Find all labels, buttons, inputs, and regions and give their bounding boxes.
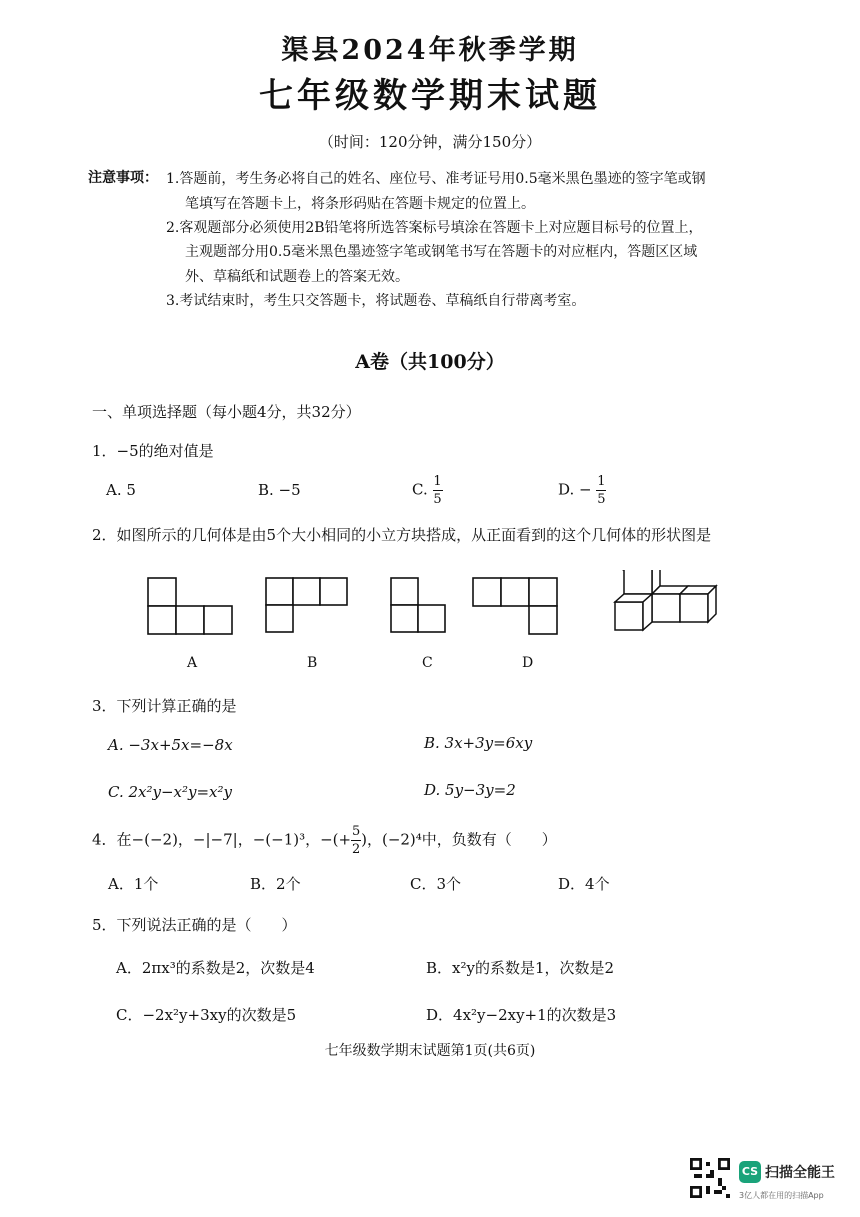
exam-title-line2: 七年级数学期末试题	[259, 76, 601, 116]
cube-face	[148, 606, 176, 634]
q2-label-c: C	[422, 655, 433, 671]
notice-item1-line2: 笔填写在答题卡上，将条形码贴在答题卡规定的位置上。	[185, 196, 535, 212]
cube-face	[266, 578, 293, 605]
cube-face	[418, 605, 445, 632]
q1-d-numerator: 1	[597, 474, 606, 489]
q4-stem-end: )，(−2)⁴中，负数有（ ）	[361, 830, 557, 849]
q3-option-d: D. 5y−3y=2	[424, 781, 516, 799]
q5-option-c: C．−2x²y+3xy的次数是5	[116, 1006, 297, 1024]
cube-front-face	[680, 594, 708, 622]
q2-label-b: B	[307, 655, 318, 671]
cube-face	[391, 578, 418, 605]
q4-fraction	[351, 824, 361, 857]
cube-face	[391, 605, 418, 632]
q2-view-figures	[140, 570, 740, 640]
q2-label-d: D	[522, 655, 534, 671]
page-footer: 七年级数学期末试题第1页(共6页)	[324, 1043, 536, 1059]
scanner-slogan: 3亿人都在用的扫描App	[739, 1191, 824, 1200]
q4-stem	[92, 824, 557, 857]
q2-figure-b	[266, 578, 347, 632]
notice-item2-line1: 2.客观题部分必须使用2B铅笔将所选答案标号填涂在答题卡上对应题目标号的位置上，	[166, 220, 703, 236]
q2-stem: 2．如图所示的几何体是由5个大小相同的小立方块搭成，从正面看到的这个几何体的形状图是	[92, 526, 712, 544]
q4-frac-denominator: 2	[351, 842, 361, 857]
q2-figure-c	[391, 578, 445, 632]
cube-face	[529, 606, 557, 634]
cube-front-face	[624, 570, 652, 594]
q2-figure-a	[148, 578, 232, 634]
q5-option-a: A．2πx³的系数是2，次数是4	[116, 959, 315, 977]
fraction-bar	[433, 490, 443, 491]
q4-option-c: C．3个	[410, 875, 462, 893]
q3-option-a: A. −3x+5x=−8x	[108, 736, 233, 754]
scanner-logo-icon: CS	[739, 1161, 761, 1183]
cube-face	[148, 578, 176, 606]
q1-option-b: B. −5	[258, 481, 301, 499]
qr-code-icon	[690, 1158, 730, 1198]
q4-option-b: B．2个	[250, 875, 301, 893]
q1-option-c	[412, 474, 443, 507]
q5-stem: 5．下列说法正确的是（ ）	[92, 916, 297, 934]
cube-front-face	[615, 602, 643, 630]
notice-item1-line1: 1.答题前，考生务必将自己的姓名、座位号、准考证号用0.5毫米黑色墨迹的签字笔或钢	[166, 171, 706, 187]
q1-stem: 1．−5的绝对值是	[92, 442, 214, 460]
fraction-bar	[351, 840, 361, 841]
cube-face	[266, 605, 293, 632]
notice-item2-line2: 主观题部分用0.5毫米黑色墨迹签字笔或钢笔书写在答题卡的对应框内，答题区区域	[185, 244, 698, 260]
cube-face	[529, 578, 557, 606]
cube-face	[176, 606, 204, 634]
q3-option-c: C. 2x²y−x²y=x²y	[108, 783, 232, 801]
q1-option-d	[558, 474, 606, 507]
q5-option-b: B．x²y的系数是1，次数是2	[426, 959, 615, 977]
q2-figure-d	[473, 578, 557, 634]
q1-option-d-label: D. −	[558, 480, 592, 499]
notice-item2-line3: 外、草稿纸和试题卷上的答案无效。	[185, 269, 409, 285]
q1-option-c-label: C.	[412, 480, 428, 499]
q1-option-a: A. 5	[106, 481, 136, 499]
cube-face	[501, 578, 529, 606]
q4-frac-numerator: 5	[351, 824, 361, 839]
q2-label-a: A	[187, 655, 198, 671]
cube-face	[293, 578, 320, 605]
cube-face	[320, 578, 347, 605]
notice-item3: 3.考试结束时，考生只交答题卡，将试题卷、草稿纸自行带离考室。	[166, 293, 586, 309]
q5-option-d: D．4x²y−2xy+1的次数是3	[426, 1006, 617, 1024]
scanner-app-name: 扫描全能王	[765, 1165, 835, 1181]
section1-heading: 一、单项选择题（每小题4分，共32分）	[92, 403, 361, 421]
section-a-heading: A卷（共100分）	[355, 351, 505, 373]
q4-stem-start: 4．在−(−2)，−|−7|，−(−1)³，−(+	[92, 830, 352, 849]
q4-option-d: D．4个	[558, 875, 610, 893]
cube-front-face	[652, 594, 680, 622]
q3-option-b: B. 3x+3y=6xy	[424, 734, 533, 752]
q1-c-denominator: 5	[433, 492, 442, 507]
time-info: （时间：120分钟，满分150分）	[318, 133, 542, 151]
notice-label: 注意事项：	[88, 170, 158, 186]
q1-option-d-fraction	[596, 474, 606, 507]
q3-stem: 3．下列计算正确的是	[92, 697, 237, 715]
q1-option-c-fraction	[433, 474, 443, 507]
q1-c-numerator: 1	[433, 474, 442, 489]
q2-solid-cubes	[615, 570, 716, 630]
q4-option-a: A．1个	[108, 875, 159, 893]
exam-title-line1: 渠县2024年秋季学期	[281, 35, 579, 66]
cube-face	[204, 606, 232, 634]
q1-d-denominator: 5	[597, 492, 606, 507]
cube-face	[473, 578, 501, 606]
fraction-bar	[596, 490, 606, 491]
